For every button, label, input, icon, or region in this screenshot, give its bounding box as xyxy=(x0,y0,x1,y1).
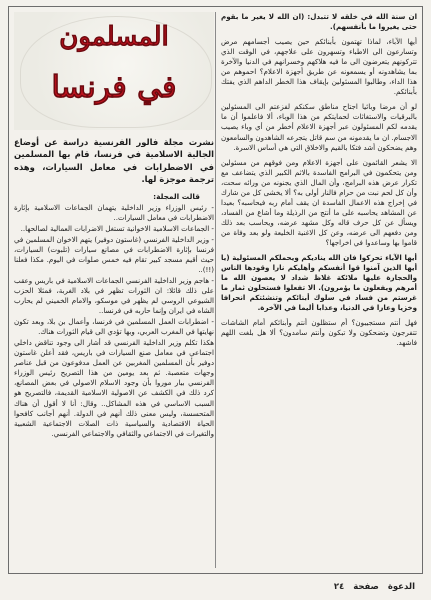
right-paragraph: لو أن مرضا وبائيا اجتاح مناطق سكنكم لفزعتم الى المسئولين بالبرقيات والاستغاثات لحمايتكم من هذا الوباء، ألا فاعلموا أن ما يقدمه لكم المسئولون عبر أجهزة الاعلام أخطر من أي وباء يصيب الاجسام. ان ما يقدمونه من سم قاتل يتجرعه الشاهدون والسامعون وهم يضحكون أشد فتكا بالقيم والاخلاق التي هي أساس الاسرة. xyxy=(221,102,417,152)
quote-item: - اضطرابات العمل المسلمين في فرنسا، وأعمال بن بلا، وبعد تكون نهايتها في المغرب العربي، وبها تؤدي الى قيام الثورات هناك. xyxy=(14,317,214,337)
article-title-line2: في فرنسا xyxy=(51,70,177,105)
right-paragraph: ان سنة الله في خلقه لا تتبدل: (ان الله لا يغير ما بقوم حتى يغيروا ما بأنفسهم). xyxy=(221,12,417,32)
quote-list xyxy=(14,203,214,439)
article-intro: نشرت مجلة فالور الفرنسية دراسة عن أوضاع الجالية الاسلامية في فرنسا، قام بها المسلمين في الاضطرابات في معامل السيارات، وهذه ترجمة موجزة لها. xyxy=(14,137,214,185)
article-column xyxy=(14,12,214,568)
right-paragraph: أيها الآباء تحركوا فان الله يناديكم ويحملكم المسئولية (يا أيها الذين آمنوا قوا أنفسكم وأهليكم نارا وقودها الناس والحجارة عليها ملائكة غلاظ شداد لا يعصون الله ما أمرهم ويفعلون ما يؤمرون). الا تفعلوا فستحلون ثمار ما غرستم من فساد في سلوك أبنائكم وتنشئتكم انحرافا وخزيا وعارا في الدنيا، وعذابا أليما في الآخرة. xyxy=(221,253,417,313)
quote-item: - وزير الداخلية الفرنسي (غاستون دوفير) يتهم الاخوان المسلمين في فرنسا بإثارة الاضطرابات في مصانع سيارات (تلبوت) السيارات، حيث أقيم مسجد كبير تقام فيه خمس صلوات في اليوم. مكذا فعلنا (!!).. xyxy=(14,234,214,274)
right-paragraph: فهل أنتم مستجيبون؟ أم ستظلون أنتم وأبنائكم أمام الشاشات تتفرجون وتضحكون ولا تبكون وأنتم سامدون؟ ألا هل بلغت اللهم فاشهد. xyxy=(221,318,417,348)
page-footer xyxy=(328,582,415,592)
quote-item: - رئيس الوزراء وزير الداخلية يتهمان الجماعات الاسلامية بإثارة الاضطرابات في معامل السيارات.. xyxy=(14,202,214,222)
article-title-box xyxy=(14,12,214,130)
article-title-line1: المسلمون xyxy=(59,22,169,52)
quote-item: - هاجم وزير الداخلية الفرنسي الجماعات الاسلامية في باريس وعقب على ذلك قائلا: ان الثورات تظهر في بلاد الغربة، فمثلا الحزب الشيوعي الروسي لم يظهر في موسكو، والامام الخميني لم يحارب الشاه في ايران وإنما حاربه في فرنسا.. xyxy=(14,275,214,316)
footer-page-number: ٢٤ xyxy=(333,582,345,592)
quote-item: هكذا تكلم وزير الداخلية الفرنسي قد أشار الى وجود تناقض داخلي اجتماعي في معامل صنع السيارات في باريس، فقد أعلن غاستون دوفير بأن المسلمين المغربين عن العمل مدفوعون من قبل عناصر وجهات متعصبة. ثم بعد يومين من هذا التصريح رئيس الوزراء الفرنسي بيار موروا بأن وجود الاسلام الاصولي في بعض المصانع، كرد ذلك في الكشف عن الاصولية الاسلامية القديمة، فالتصريح هو السبب الاساسي في هذه المشاكل.. وقال: أنا لا أقول أن هناك المتحسسة، وليس معنى ذلك أنهم في الدولة. أنهم أجانب كافحوا الحياة الاقتصادية والسياسية ذات الصلات الاجتماعية الشعبية والتغيرات في الاجتماعي والثقافي والاجتماعي الفرنسي. xyxy=(14,338,214,438)
footer-magazine-name: الدعوة xyxy=(387,582,415,592)
column-divider xyxy=(215,12,216,568)
right-column xyxy=(221,12,417,568)
right-paragraph: أيها الآباء، لماذا تهتمون بأبنائكم حين يصيب أجسامهم مرض وتسارعون الى الاطباء وتسهرون على علاجهم، في الوقت الذي تتركونهم يتعرضون الى ما فيه هلاكهم وخسرانهم في الدنيا والآخرة بما يشاهدونه أو يسمعونه عن طريق أجهزة الاعلام؟ احموهم من هذا الداء، وطالبوا المسئولين بإيقاف هذا الخطر الداهم الذي يفتك بأبنائكم. xyxy=(221,37,417,97)
right-paragraph: الا يشعر القائمون على أجهزة الاعلام ومن فوقهم من مسئولين ومن يتحكمون في البرامج الفاسدة بالاثم الكبير الذي يتضاعف مع تكرار عرض هذه البرامج، وأن المال الذي يجنونه من ورائه سحت، وأن كل لحم نبت من حرام فالنار أولى به؟ ألا يخشى كل من شارك في إخراج هذه الاعمال الفاسدة ان يقف أمام ربه فيحاسبه؟ بعيدا عن المشاهد يحاسبه على ما أنتج من الرذيلة وما أشاع من الفساد، ويسأل عن كل حرف قاله وكل مشهد عرضه، ويحاسب بعد ذلك ومن دفعهم الى عرضه، وعن كل الاغنية الخليعة ولو بعد وفاة من قاموا بها وساعدوا في اخراجها؟ xyxy=(221,157,417,247)
said-label: قالت المجلة: xyxy=(153,191,200,201)
footer-page-word: صفحة xyxy=(353,582,379,592)
quote-item: - الجماعات الاسلامية الاخوانية تستغل الاضرابات العمالية لصالحها.. xyxy=(20,223,214,233)
